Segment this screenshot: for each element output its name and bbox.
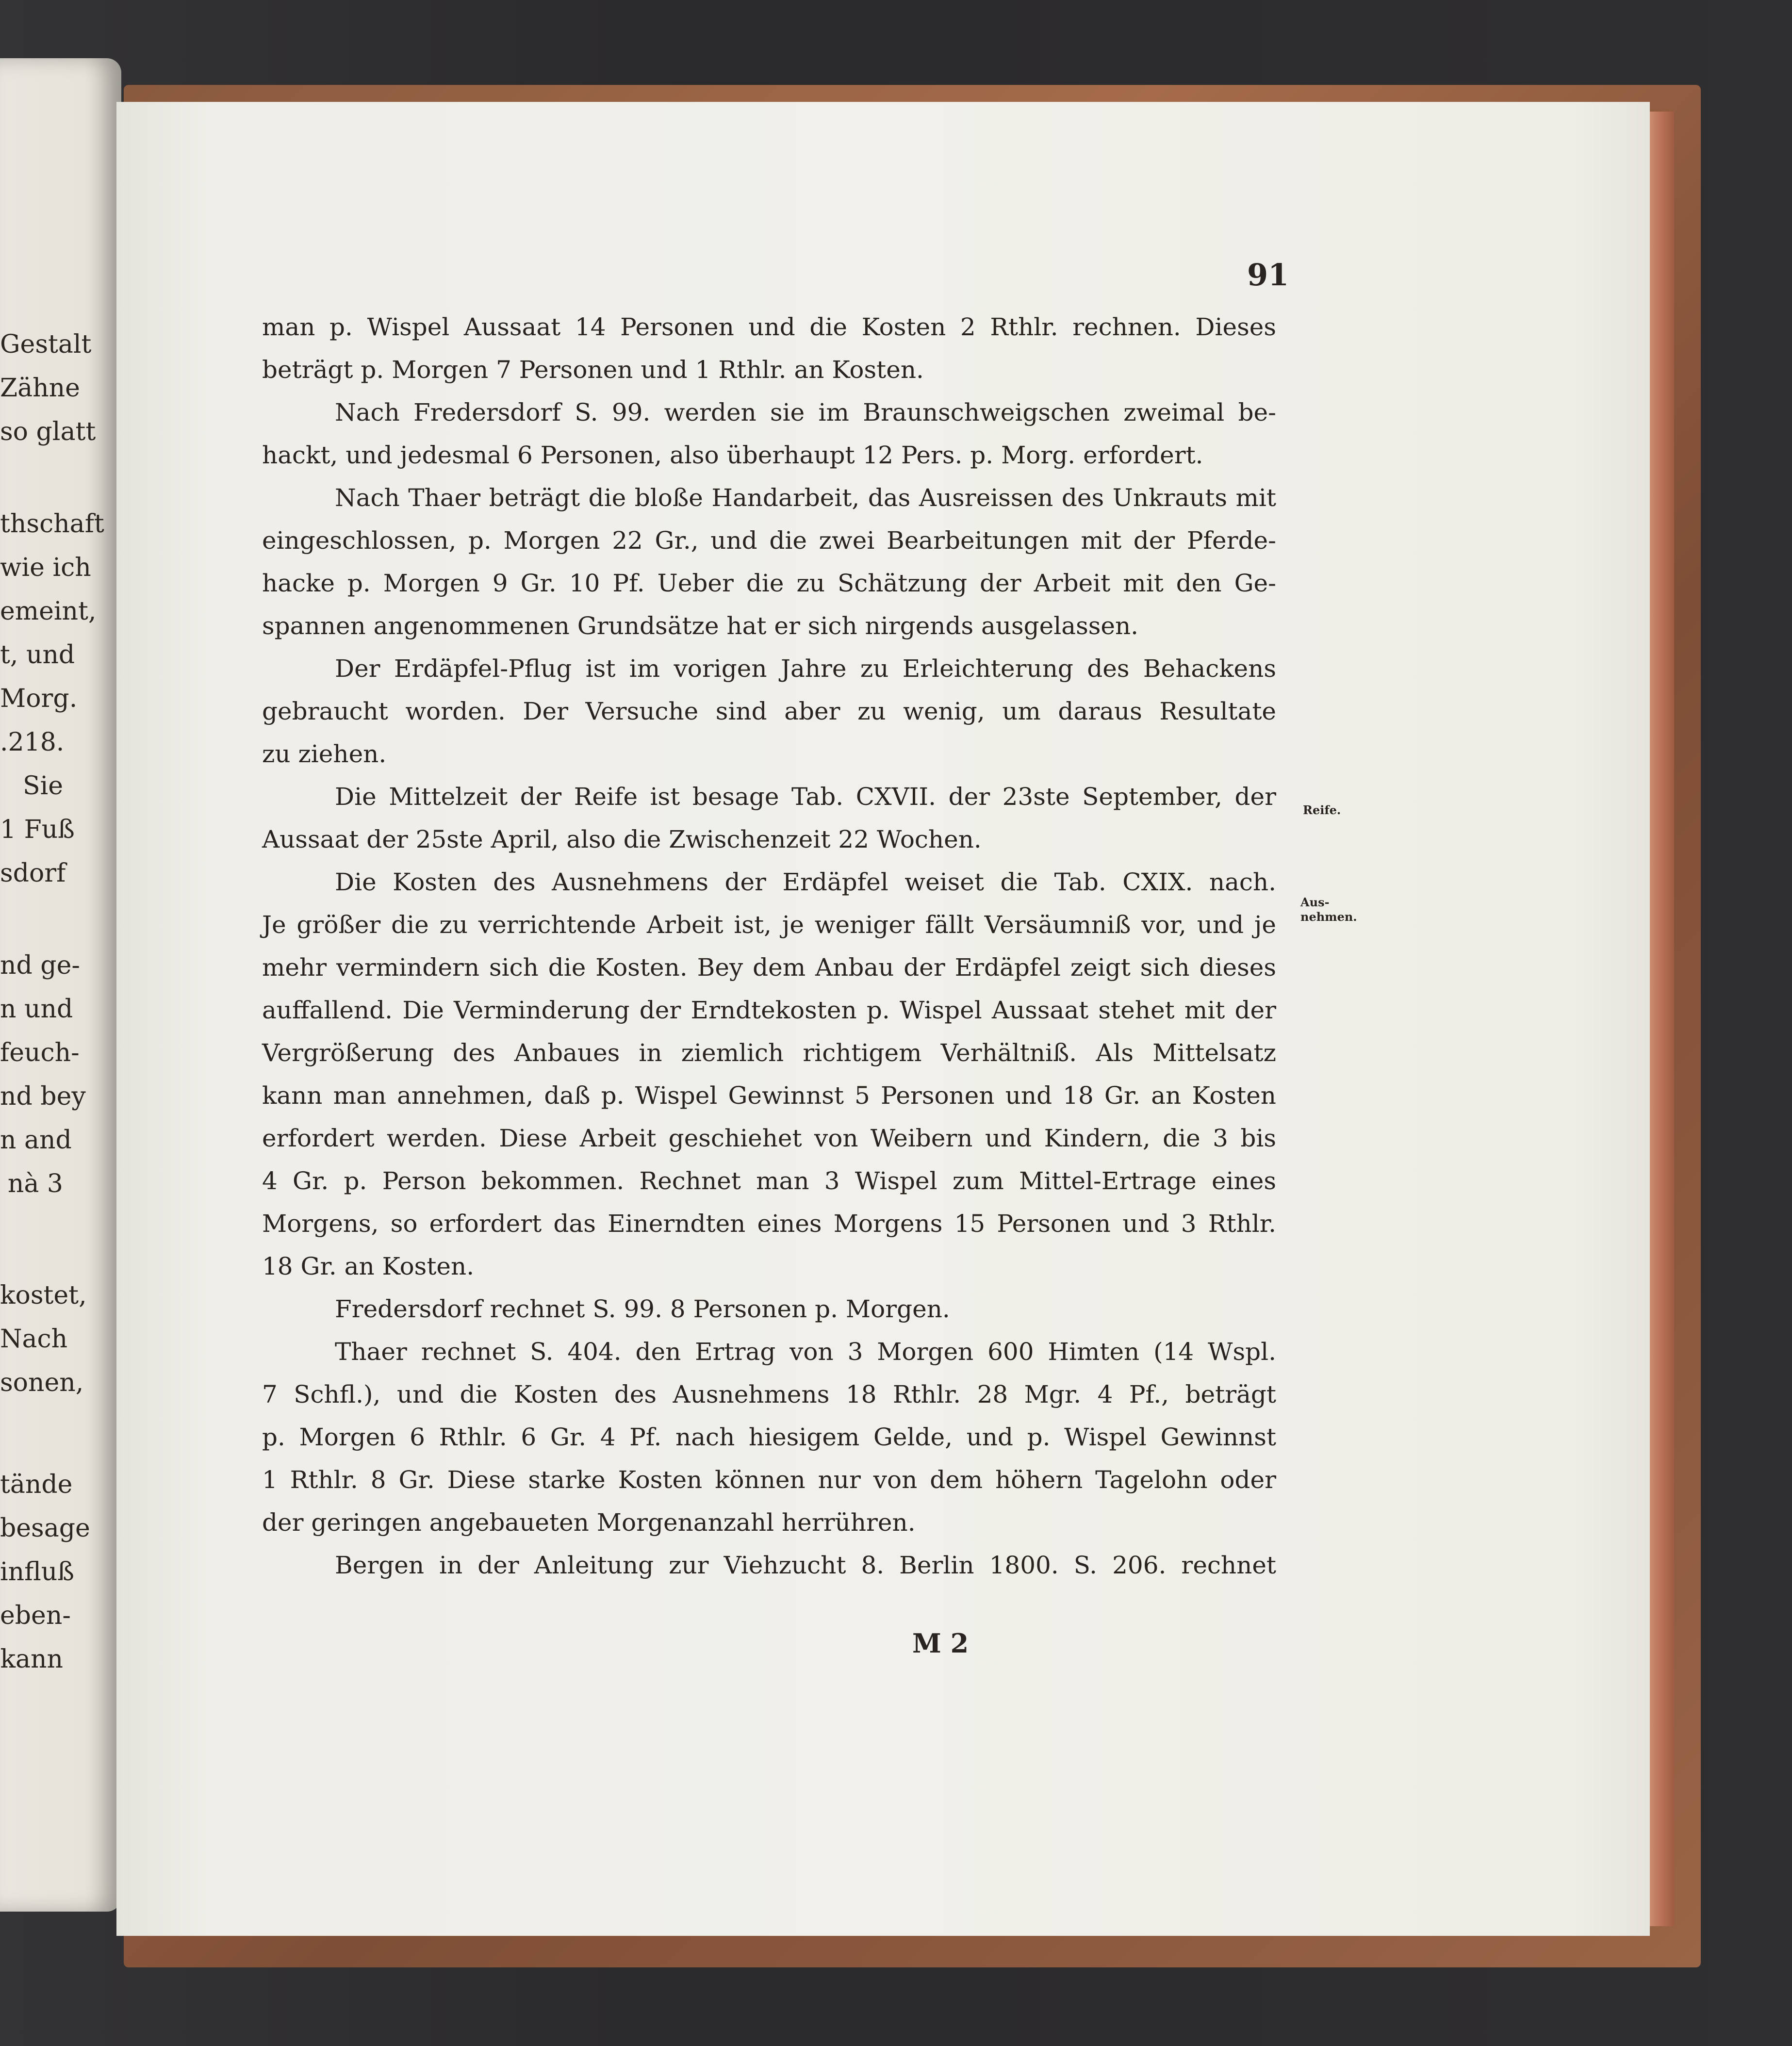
text-line: Nach Fredersdorf S. 99. werden sie im Braunschweigschen zweimal be- [335,398,1276,426]
text-line: der geringen angebaueten Morgenanzahl herrühren. [262,1508,916,1537]
left-page-fragment: n und [0,995,73,1024]
left-page-fragment: influß [0,1557,75,1587]
left-page-fragment: Morg. [0,684,78,713]
text-line: Bergen in der Anleitung zur Viehzucht 8. Berlin 1800. S. 206. rechnet [335,1551,1276,1579]
left-page-fragment: kann [0,1645,63,1674]
left-facing-page [0,58,121,1912]
text-line: beträgt p. Morgen 7 Personen und 1 Rthlr. an Kosten. [262,356,924,384]
marginal-note-ausnehmen: Aus-nehmen. [1300,895,1357,924]
left-page-fragment: Zähne [0,374,80,403]
text-line: erfordert werden. Diese Arbeit geschiehet von Weibern und Kindern, die 3 bis [262,1124,1276,1152]
left-page-fragment: wie ich [0,553,91,582]
left-page-fragment: nd ge- [0,951,80,980]
text-line: gebraucht worden. Der Versuche sind aber zu wenig, um daraus Resultate [262,697,1276,725]
left-page-fragment: Gestalt [0,330,92,359]
text-line: zu ziehen. [262,740,387,768]
text-line: mehr vermindern sich die Kosten. Bey dem Anbau der Erdäpfel zeigt sich dieses [262,953,1276,982]
left-page-fragment: 1 Fuß [0,815,75,844]
text-line: hackt, und jedesmal 6 Personen, also überhaupt 12 Pers. p. Morg. erfordert. [262,441,1203,469]
left-page-fragment: nà 3 [7,1169,63,1198]
left-page-fragment: thschaft [0,509,104,539]
text-line: Die Kosten des Ausnehmens der Erdäpfel weiset die Tab. CXIX. nach. [335,868,1276,896]
text-line: 1 Rthlr. 8 Gr. Diese starke Kosten können nur von dem höhern Tagelohn oder [262,1466,1276,1494]
text-line: eingeschlossen, p. Morgen 22 Gr., und die zwei Bearbeitungen mit der Pferde- [262,526,1276,555]
left-page-fragment: .218. [0,728,65,757]
signature-mark: M 2 [912,1628,969,1659]
text-line: 7 Schfl.), und die Kosten des Ausnehmens 18 Rthlr. 28 Mgr. 4 Pf., beträgt [262,1380,1276,1408]
left-page-fragment: Sie [22,771,63,801]
left-page-fragment: emeint, [0,597,97,626]
text-line: 4 Gr. p. Person bekommen. Rechnet man 3 Wispel zum Mittel-Ertrage eines [262,1167,1276,1195]
left-page-fragment: so glatt [0,417,96,446]
text-line: hacke p. Morgen 9 Gr. 10 Pf. Ueber die zu Schätzung der Arbeit mit den Ge- [262,569,1276,597]
left-page-fragment: eben- [0,1601,71,1630]
text-line: Morgens, so erfordert das Einerndten eines Morgens 15 Personen und 3 Rthlr. [262,1210,1276,1238]
text-line: auffallend. Die Verminderung der Erndtekosten p. Wispel Aussaat stehet mit der [262,996,1276,1024]
text-line: Der Erdäpfel-Pflug ist im vorigen Jahre zu Erleichterung des Behackens [335,655,1276,683]
text-line: Nach Thaer beträgt die bloße Handarbeit, das Ausreissen des Unkrauts mit [335,484,1276,512]
left-page-fragment: kostet, [0,1281,87,1310]
left-page-fragment: tände [0,1470,73,1499]
left-page-fragment: Nach [0,1325,68,1354]
left-page-fragment: feuch- [0,1038,80,1067]
text-line: kann man annehmen, daß p. Wispel Gewinnst 5 Personen und 18 Gr. an Kosten [262,1081,1276,1110]
text-line: Je größer die zu verrichtende Arbeit ist, je weniger fällt Versäumniß vor, und je [262,911,1276,939]
text-line: Die Mittelzeit der Reife ist besage Tab. CXVII. der 23ste September, der [335,783,1276,811]
left-page-fragment: sdorf [0,859,66,888]
text-line: 18 Gr. an Kosten. [262,1252,475,1280]
text-line: Thaer rechnet S. 404. den Ertrag von 3 Morgen 600 Himten (14 Wspl. [335,1338,1276,1366]
left-page-fragment: n and [0,1126,72,1155]
left-page-fragment: nd bey [0,1082,86,1111]
left-page-fragment: besage [0,1514,90,1543]
text-line: spannen angenommenen Grundsätze hat er sich nirgends ausgelassen. [262,612,1139,640]
text-line: Fredersdorf rechnet S. 99. 8 Personen p. Morgen. [335,1295,950,1323]
text-line: Aussaat der 25ste April, also die Zwischenzeit 22 Wochen. [262,825,982,853]
left-page-fragment: t, und [0,640,75,670]
text-line: man p. Wispel Aussaat 14 Personen und die Kosten 2 Rthlr. rechnen. Dieses [262,313,1276,341]
text-line: Vergrößerung des Anbaues in ziemlich richtigem Verhältniß. Als Mittelsatz [262,1039,1276,1067]
marginal-note-reife: Reife. [1303,803,1341,817]
text-line: p. Morgen 6 Rthlr. 6 Gr. 4 Pf. nach hiesigem Gelde, und p. Wispel Gewinnst [262,1423,1276,1451]
left-page-fragment: sonen, [0,1368,84,1397]
page-number: 91 [1247,257,1289,293]
main-text-block [262,306,1276,1587]
